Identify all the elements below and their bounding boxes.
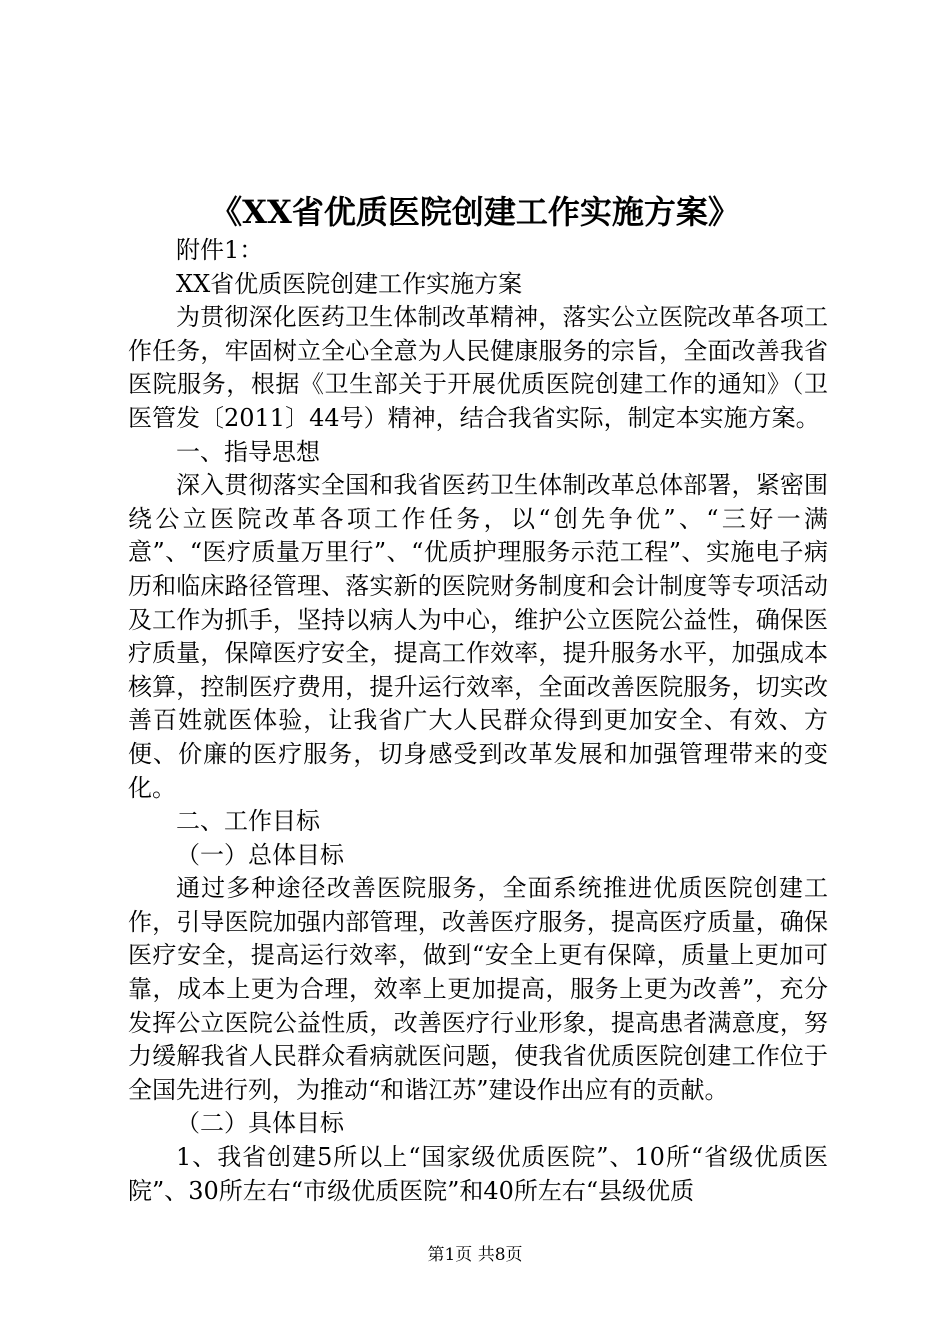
section1-paragraph: 深入贯彻落实全国和我省医药卫生体制改革总体部署，紧密围绕公立医院改革各项工作任务，以“创先争优”、“三好一满意”、“医疗质量万里行”、“优质护理服务示范工程”、实施电子病历和临床路径管理、落实新的医院财务制度和会计制度等专项活动及工作为抓手，坚持以病人为中心，维护公立医院公益性，确保医疗质量，保障医疗安全，提高工作效率，提升服务水平，加强成本核算，控制医疗费用，提升运行效率，全面改善医院服务，切实改善百姓就医体验，让我省广大人民群众得到更加安全、有效、方便、价廉的医疗服务，切身感受到改革发展和加强管理带来的变化。: [128, 471, 828, 802]
document-subtitle: XX省优质医院创建工作实施方案: [176, 269, 523, 298]
section2-sub2-item1: 1、我省创建5所以上“国家级优质医院”、10所“省级优质医院”、30所左右“市级优质医院”和40所左右“县级优质: [128, 1143, 828, 1205]
document-title: 《XX省优质医院创建工作实施方案》: [210, 193, 740, 231]
section2-sub1-heading: （一）总体目标: [176, 840, 344, 869]
attachment-label: 附件1：: [176, 236, 264, 264]
section2-sub1-paragraph: 通过多种途径改善医院服务，全面系统推进优质医院创建工作，引导医院加强内部管理，改善医疗服务，提高医疗质量，确保医疗安全，提高运行效率，做到“安全上更有保障，质量上更加可靠，成本上更为合理，效率上更加提高，服务上更为改善”，充分发挥公立医院公益性质，改善医疗行业形象，提高患者满意度，努力缓解我省人民群众看病就医问题，使我省优质医院创建工作位于全国先进行列，为推动“和谐江苏”建设作出应有的贡献。: [128, 874, 828, 1104]
section1-heading: 一、指导思想: [176, 437, 320, 466]
section2-heading: 二、工作目标: [176, 807, 320, 836]
section2-sub2-heading: （二）具体目标: [176, 1109, 344, 1138]
intro-paragraph: 为贯彻深化医药卫生体制改革精神，落实公立医院改革各项工作任务，牢固树立全心全意为人民健康服务的宗旨，全面改善我省医院服务，根据《卫生部关于开展优质医院创建工作的通知》（卫医管发〔2011〕44号）精神，结合我省实际，制定本实施方案。: [128, 303, 828, 432]
page-footer: 第1页 共8页: [427, 1245, 523, 1265]
document-body: [128, 234, 828, 1208]
